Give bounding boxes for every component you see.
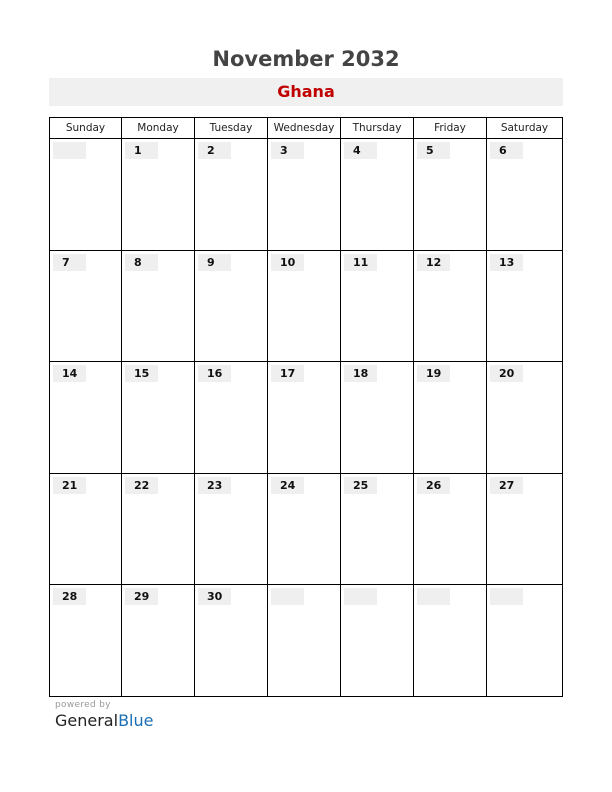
day-number: 12 [417,254,450,271]
day-number: 9 [198,254,231,271]
day-cell [122,474,195,585]
day-number: 30 [198,588,231,605]
day-cell [268,585,341,697]
day-cell [414,362,487,474]
day-cell [50,139,122,251]
day-cell [122,251,195,362]
day-number: 24 [271,477,304,494]
weekday-header: Thursday [341,118,414,139]
country-name: Ghana [277,82,335,101]
day-number [490,588,523,605]
day-cell [268,251,341,362]
day-cell [487,251,563,362]
weekday-header: Saturday [487,118,563,139]
powered-by-text: powered by [55,700,111,710]
day-number: 23 [198,477,231,494]
weekday-header: Sunday [50,118,122,139]
day-cell [50,474,122,585]
day-cell [487,139,563,251]
day-number: 22 [125,477,158,494]
day-number: 26 [417,477,450,494]
day-number: 4 [344,142,377,159]
day-number: 16 [198,365,231,382]
day-cell [122,139,195,251]
day-number: 1 [125,142,158,159]
day-cell [414,251,487,362]
day-number [344,588,377,605]
footer [55,700,153,730]
weekday-header: Monday [122,118,195,139]
day-number: 5 [417,142,450,159]
day-number: 10 [271,254,304,271]
day-number: 17 [271,365,304,382]
day-cell [195,251,268,362]
day-cell [268,474,341,585]
calendar-title: November 2032 [212,47,400,71]
day-number: 13 [490,254,523,271]
day-number [53,142,86,159]
day-cell [341,251,414,362]
day-cell [195,585,268,697]
day-cell [414,585,487,697]
day-number: 2 [198,142,231,159]
day-number: 8 [125,254,158,271]
brand-logo [55,711,153,730]
day-cell [414,139,487,251]
day-cell [50,362,122,474]
day-number [271,588,304,605]
day-number: 21 [53,477,86,494]
day-number: 7 [53,254,86,271]
day-cell [268,139,341,251]
weekday-header: Friday [414,118,487,139]
day-cell [341,362,414,474]
day-cell [487,585,563,697]
day-cell [341,585,414,697]
day-number: 6 [490,142,523,159]
day-number: 27 [490,477,523,494]
brand-blue: Blue [118,711,154,730]
day-cell [50,585,122,697]
weekday-header: Wednesday [268,118,341,139]
day-cell [414,474,487,585]
weekday-header: Tuesday [195,118,268,139]
day-cell [487,362,563,474]
day-cell [341,474,414,585]
day-number: 20 [490,365,523,382]
day-cell [341,139,414,251]
calendar-grid [49,117,563,697]
day-number: 14 [53,365,86,382]
day-number: 25 [344,477,377,494]
day-number: 11 [344,254,377,271]
day-cell [195,139,268,251]
day-number: 3 [271,142,304,159]
day-number [417,588,450,605]
day-cell [122,362,195,474]
country-bar [49,78,563,106]
day-number: 28 [53,588,86,605]
day-number: 15 [125,365,158,382]
day-number: 29 [125,588,158,605]
day-cell [195,474,268,585]
day-cell [487,474,563,585]
day-cell [195,362,268,474]
brand-general: General [55,711,119,730]
day-cell [268,362,341,474]
day-number: 18 [344,365,377,382]
day-number: 19 [417,365,450,382]
day-cell [122,585,195,697]
day-cell [50,251,122,362]
